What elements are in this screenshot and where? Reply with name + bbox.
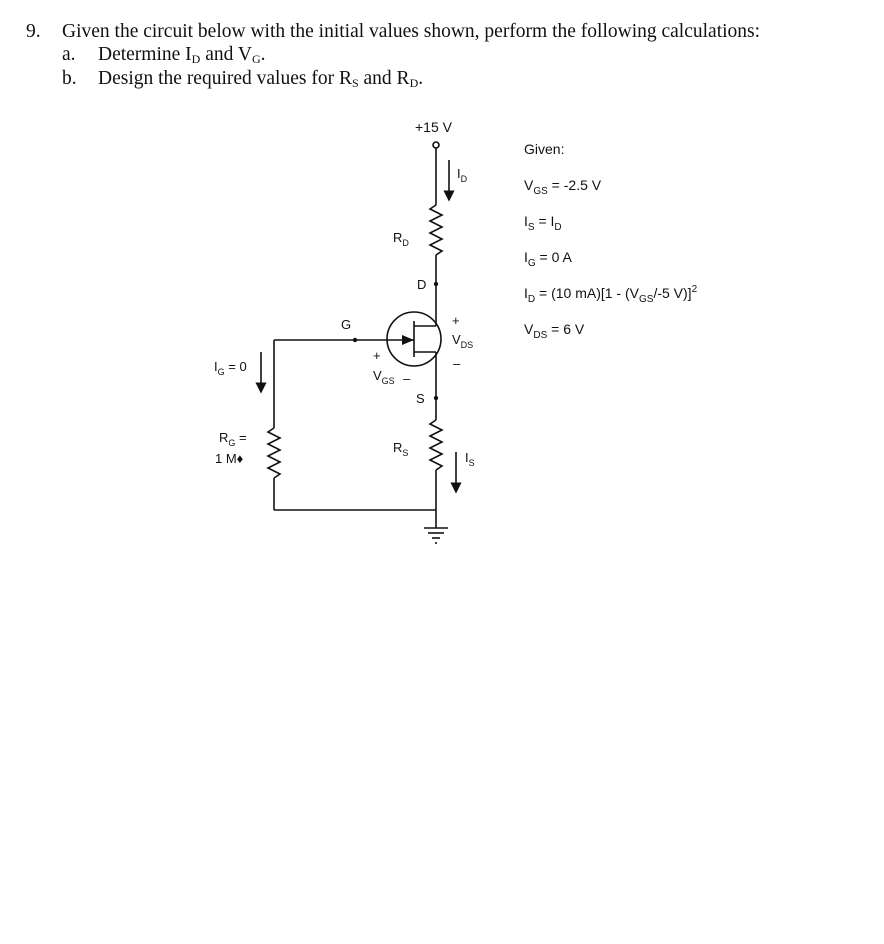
- drain-label: D: [417, 277, 427, 292]
- part-a-label: a.: [62, 44, 76, 65]
- drain-node: [434, 282, 438, 286]
- part-b-text: Design the required values for $R_S$ and $R_D$.: [98, 68, 424, 90]
- vgs-plus: +: [373, 348, 381, 363]
- vds-minus: –: [453, 356, 461, 371]
- part-a-text: Determine $I_D$ and $V_G$.: [98, 44, 266, 66]
- question-number: 9.: [26, 21, 41, 42]
- rs-resistor: [430, 420, 442, 470]
- given-ig: $I_G = 0$ A: [524, 249, 572, 269]
- given-title: Given:: [524, 141, 565, 157]
- is-label: $I_S$: [465, 450, 475, 468]
- id-label: $I_D$: [457, 166, 468, 184]
- supply-label: +15 V: [415, 119, 452, 135]
- rg-resistor: [268, 428, 280, 478]
- gate-label: G: [341, 317, 352, 332]
- given-is: $I_S = I_D$: [524, 213, 562, 233]
- gate-arrow-icon: [402, 335, 414, 345]
- vds-plus: +: [452, 313, 460, 328]
- given-id: $I_D = (10$ $mA)[1 - (V_{GS}/-5$ V)]$^2$: [524, 284, 698, 305]
- question-prompt: Given the circuit below with the initial values shown, perform the following calculations:: [62, 21, 761, 42]
- ig-label: $I_G = 0$: [214, 359, 247, 377]
- given-vgs: $V_{GS} = -2.5$ V: [524, 177, 602, 197]
- vds-label: $V_{DS}$: [452, 332, 474, 350]
- rd-resistor: [430, 205, 442, 255]
- gate-node: [353, 338, 357, 342]
- supply-terminal: [433, 142, 439, 148]
- rg-value: 1 M♦: [215, 451, 244, 466]
- rd-label: $R_D$: [393, 230, 409, 248]
- rg-label: $R_G$ =: [219, 430, 247, 448]
- vgs-minus: –: [403, 371, 411, 386]
- part-b-label: b.: [62, 68, 77, 89]
- rs-label: $R_S$: [393, 440, 409, 458]
- vgs-label: $V_{GS}$: [373, 368, 395, 386]
- given-vds: $V_{DS} = 6$ V: [524, 321, 585, 341]
- source-label: S: [416, 391, 425, 406]
- source-node: [434, 396, 438, 400]
